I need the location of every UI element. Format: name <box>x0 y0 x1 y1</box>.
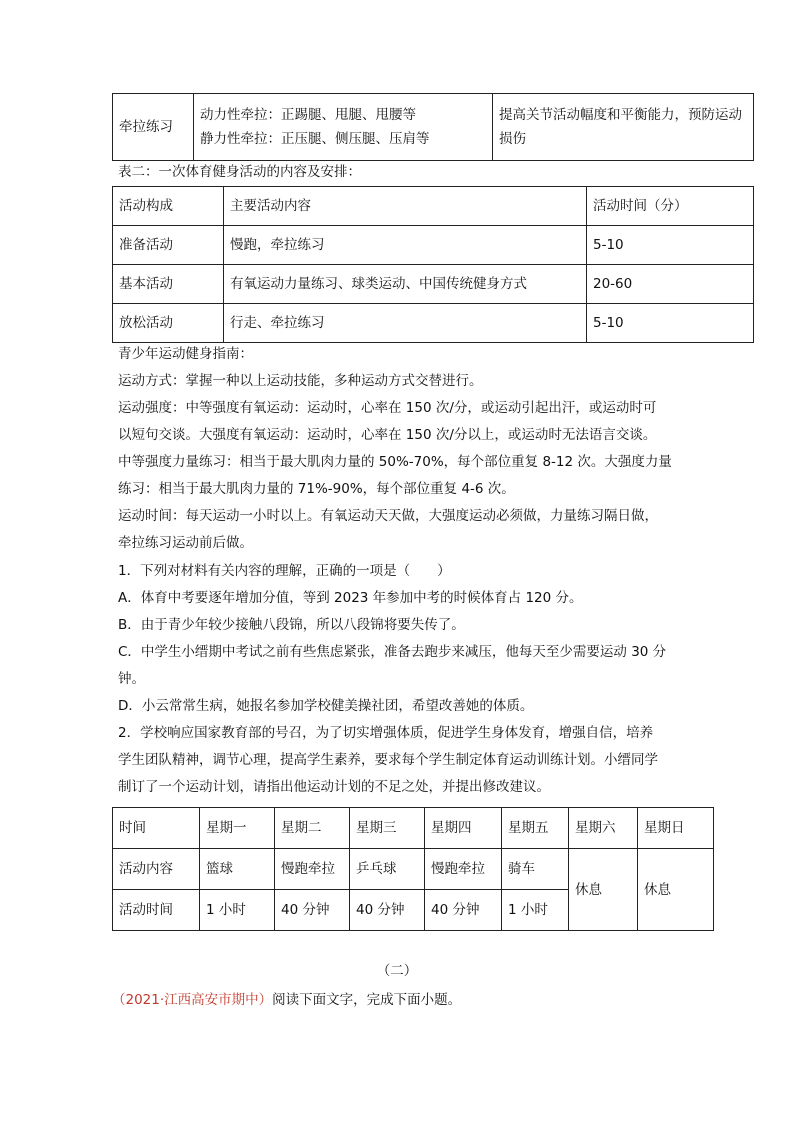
header-cell: 主要活动内容 <box>224 187 587 226</box>
stretch-content-line: 动力性牵拉：正踢腿、甩腿、甩腰等 <box>200 107 416 123</box>
table-cell: 篮球 <box>200 849 275 890</box>
rest-cell: 休息 <box>569 849 638 931</box>
guide-title: 青少年运动健身指南： <box>118 346 253 362</box>
table-row <box>113 226 754 265</box>
table-row <box>113 304 754 343</box>
rest-cell: 休息 <box>638 849 714 931</box>
table-cell: 20-60 <box>587 265 754 304</box>
table-cell: 1 小时 <box>200 890 275 931</box>
table-row <box>113 265 754 304</box>
table-cell: 40 分钟 <box>350 890 425 931</box>
option-a: A．体育中考要逐年增加分值，等到 2023 年参加中考的时候体育占 120 分。 <box>118 590 583 606</box>
stretch-table <box>112 93 754 161</box>
table-cell: 慢跑，牵拉练习 <box>224 226 587 265</box>
table-header-row <box>113 187 754 226</box>
option-b: B．由于青少年较少接触八段锦，所以八段锦将要失传了。 <box>118 617 465 633</box>
activity-schedule-table <box>112 186 754 343</box>
guide-paragraph: 运动强度：中等强度有氧运动：运动时，心率在 150 次/分，或运动引起出汗，或运动时可 <box>118 400 657 416</box>
header-cell: 活动构成 <box>113 187 224 226</box>
section-heading: （二） <box>376 963 418 979</box>
section-instruction: 阅读下面文字，完成下面小题。 <box>272 992 462 1008</box>
table-cell: 40 分钟 <box>425 890 502 931</box>
table2-caption: 表二：一次体育健身活动的内容及安排： <box>118 164 361 180</box>
table-cell: 乒乓球 <box>350 849 425 890</box>
stretch-content <box>194 94 493 161</box>
row-label: 活动时间 <box>113 890 200 931</box>
header-cell: 星期六 <box>569 808 638 849</box>
section-intro <box>112 991 752 1009</box>
table-cell: 慢跑牵拉 <box>425 849 502 890</box>
table-row <box>113 849 714 890</box>
option-c: 钟。 <box>118 671 145 687</box>
header-cell: 星期日 <box>638 808 714 849</box>
guide-paragraph: 运动时间：每天运动一小时以上。有氧运动天天做，大强度运动必须做，力量练习隔日做， <box>118 508 658 524</box>
guide-paragraph: 练习：相当于最大肌肉力量的 71%-90%，每个部位重复 4-6 次。 <box>118 481 515 497</box>
header-cell: 星期一 <box>200 808 275 849</box>
table-cell: 5-10 <box>587 304 754 343</box>
question-2-stem: 制订了一个运动计划，请指出他运动计划的不足之处，并提出修改建议。 <box>118 779 550 795</box>
guide-paragraph: 牵拉练习运动前后做。 <box>118 535 253 551</box>
table-cell: 有氧运动力量练习、球类运动、中国传统健身方式 <box>224 265 587 304</box>
stretch-category: 牵拉练习 <box>113 94 194 161</box>
table-cell: 骑车 <box>502 849 569 890</box>
table-row <box>113 94 754 161</box>
question-2-stem: 学生团队精神，调节心理，提高学生素养，要求每个学生制定体育运动训练计划。小缙同学 <box>118 752 658 768</box>
guide-paragraph: 运动方式：掌握一种以上运动技能，多种运动方式交替进行。 <box>118 373 483 389</box>
table-cell: 40 分钟 <box>275 890 350 931</box>
table-header-row <box>113 808 714 849</box>
header-cell: 星期二 <box>275 808 350 849</box>
guide-paragraph: 中等强度力量练习：相当于最大肌肉力量的 50%-70%，每个部位重复 8-12 次。大强度力量 <box>118 454 672 470</box>
source-note: （2021·江西高安市期中） <box>112 992 273 1008</box>
header-cell: 星期四 <box>425 808 502 849</box>
stretch-content-line: 静力性牵拉：正压腿、侧压腿、压肩等 <box>200 131 430 147</box>
table-cell: 准备活动 <box>113 226 224 265</box>
option-c: C．中学生小缙期中考试之前有些焦虑紧张，准备去跑步来减压，他每天至少需要运动 30 分 <box>118 644 667 660</box>
table-cell: 1 小时 <box>502 890 569 931</box>
question-2-stem: 2．学校响应国家教育部的号召，为了切实增强体质，促进学生身体发育，增强自信，培养 <box>118 725 654 741</box>
header-cell: 星期五 <box>502 808 569 849</box>
table-cell: 行走、牵拉练习 <box>224 304 587 343</box>
guide-paragraph: 以短句交谈。大强度有氧运动：运动时，心率在 150 次/分以上，或运动时无法语言交谈。 <box>118 427 657 443</box>
header-cell: 星期三 <box>350 808 425 849</box>
table-cell: 5-10 <box>587 226 754 265</box>
question-1-stem: 1．下列对材料有关内容的理解，正确的一项是（ ） <box>118 563 451 579</box>
header-cell: 时间 <box>113 808 200 849</box>
table-cell: 慢跑牵拉 <box>275 849 350 890</box>
table-cell: 基本活动 <box>113 265 224 304</box>
weekly-plan-table <box>112 807 714 931</box>
table-cell: 放松活动 <box>113 304 224 343</box>
stretch-purpose: 提高关节活动幅度和平衡能力，预防运动损伤 <box>493 94 754 161</box>
row-label: 活动内容 <box>113 849 200 890</box>
header-cell: 活动时间（分） <box>587 187 754 226</box>
option-d: D．小云常常生病，她报名参加学校健美操社团，希望改善她的体质。 <box>118 698 534 714</box>
